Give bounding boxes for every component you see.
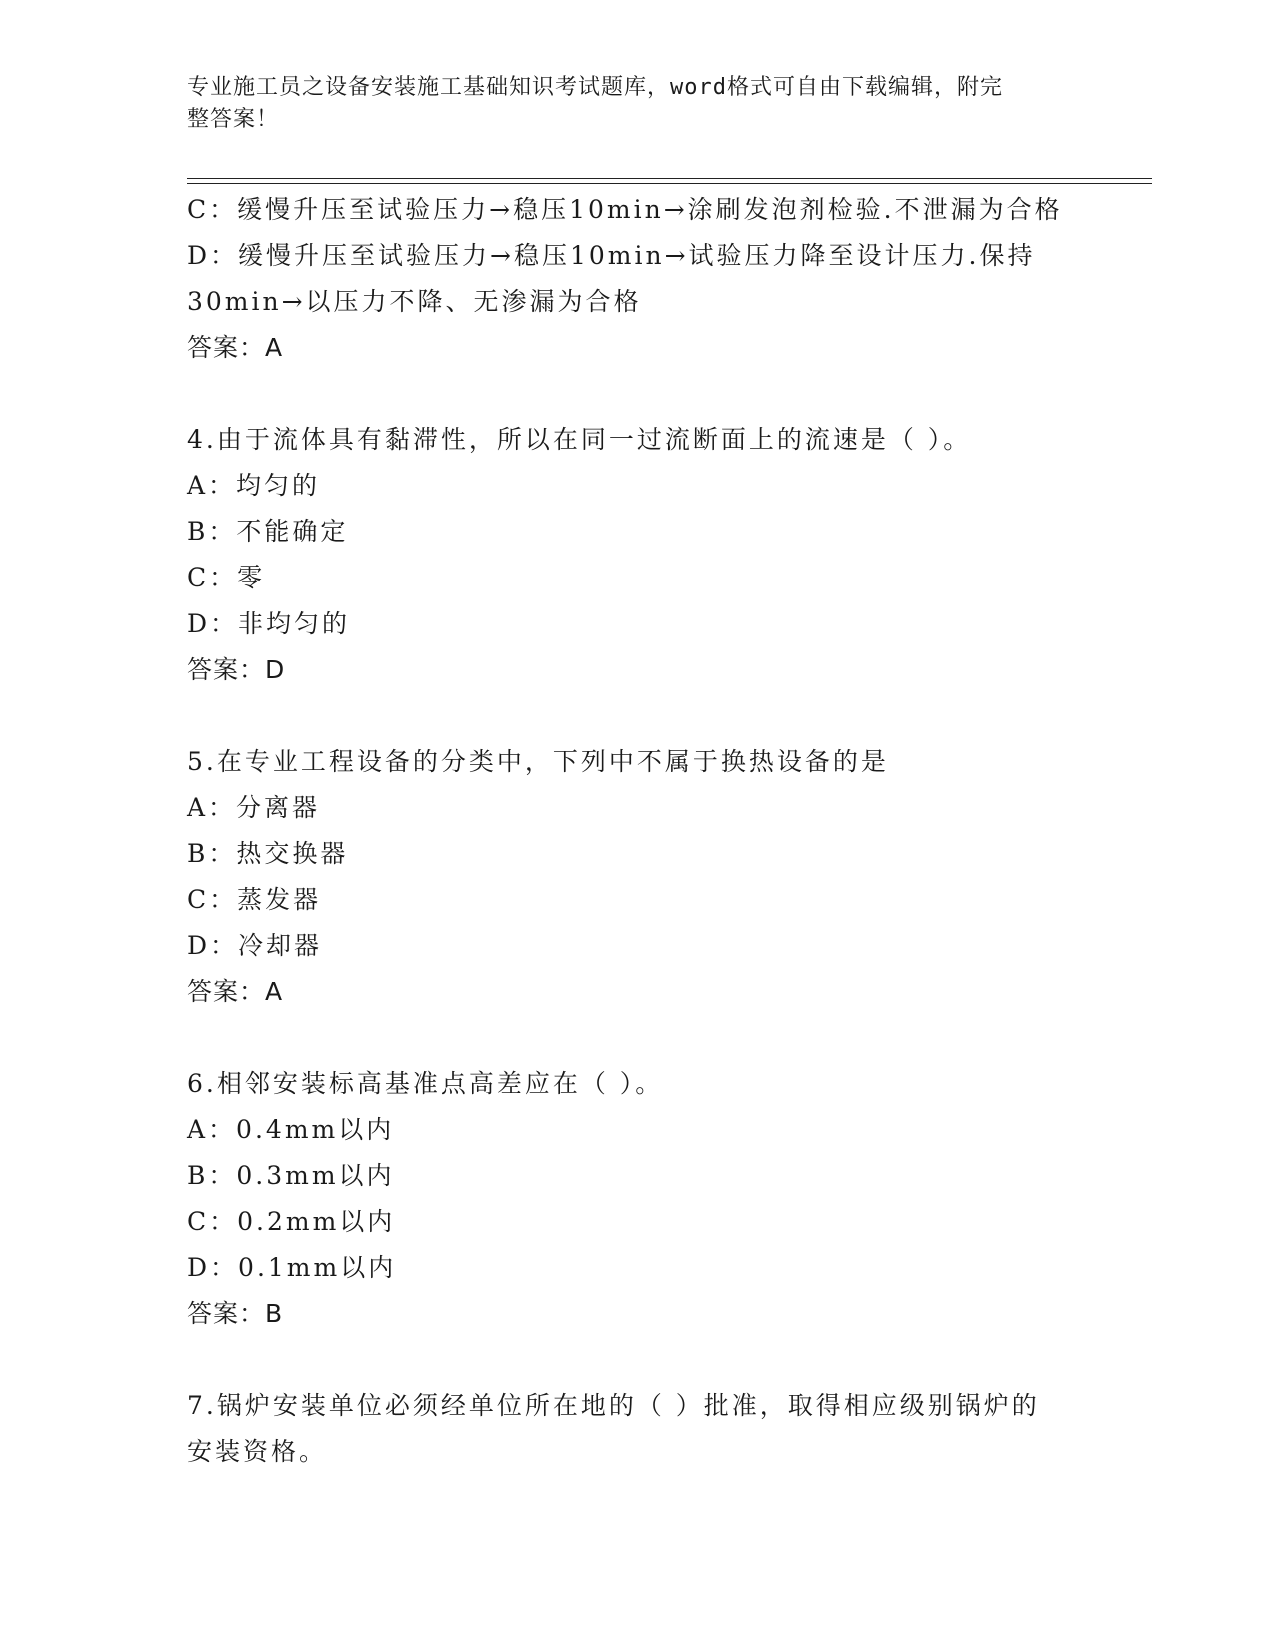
question-stem-line-2: 安装资格。 bbox=[187, 1437, 328, 1466]
header-divider-bottom bbox=[187, 183, 1152, 184]
spacer bbox=[187, 371, 1087, 417]
question-3-tail bbox=[187, 187, 1087, 371]
option-d: D：非均匀的 bbox=[187, 609, 351, 638]
option-d: D：冷却器 bbox=[187, 931, 323, 960]
option-c: C：零 bbox=[187, 563, 266, 592]
question-stem: 5.在专业工程设备的分类中，下列中不属于换热设备的是 bbox=[187, 747, 889, 776]
spacer bbox=[187, 1015, 1087, 1061]
answer: 答案：D bbox=[187, 655, 286, 684]
spacer bbox=[187, 1337, 1087, 1383]
header-line-2: 整答案！ bbox=[187, 107, 280, 132]
spacer bbox=[187, 693, 1087, 739]
answer: 答案：A bbox=[187, 977, 284, 1006]
question-stem: 6.相邻安装标高基准点高差应在（ ）。 bbox=[187, 1069, 664, 1098]
option-b: B：不能确定 bbox=[187, 517, 349, 546]
option-b: B：热交换器 bbox=[187, 839, 349, 868]
answer: 答案：A bbox=[187, 333, 284, 362]
option-a: A：0.4mm以内 bbox=[187, 1115, 395, 1144]
question-4 bbox=[187, 417, 1087, 693]
document-header bbox=[187, 72, 1067, 136]
option-d-line-1: D：缓慢升压至试验压力→稳压10min→试验压力降至设计压力.保持 bbox=[187, 241, 1036, 270]
option-d-line-2: 30min→以压力不降、无渗漏为合格 bbox=[187, 287, 642, 316]
header-line-1: 专业施工员之设备安装施工基础知识考试题库，word格式可自由下载编辑，附完 bbox=[187, 75, 1003, 100]
option-a: A：分离器 bbox=[187, 793, 321, 822]
question-stem-line-1: 7.锅炉安装单位必须经单位所在地的（ ）批准，取得相应级别锅炉的 bbox=[187, 1391, 1040, 1420]
question-7 bbox=[187, 1383, 1087, 1475]
option-b: B：0.3mm以内 bbox=[187, 1161, 395, 1190]
question-stem: 4.由于流体具有黏滞性，所以在同一过流断面上的流速是（ ）。 bbox=[187, 425, 972, 454]
document-body bbox=[187, 187, 1087, 1475]
option-d: D：0.1mm以内 bbox=[187, 1253, 397, 1282]
option-c: C：缓慢升压至试验压力→稳压10min→涂刷发泡剂检验.不泄漏为合格 bbox=[187, 195, 1063, 224]
option-c: C：蒸发器 bbox=[187, 885, 322, 914]
option-c: C：0.2mm以内 bbox=[187, 1207, 396, 1236]
option-a: A：均匀的 bbox=[187, 471, 321, 500]
answer: 答案：B bbox=[187, 1299, 284, 1328]
question-6 bbox=[187, 1061, 1087, 1337]
header-divider-top bbox=[187, 178, 1152, 179]
question-5 bbox=[187, 739, 1087, 1015]
